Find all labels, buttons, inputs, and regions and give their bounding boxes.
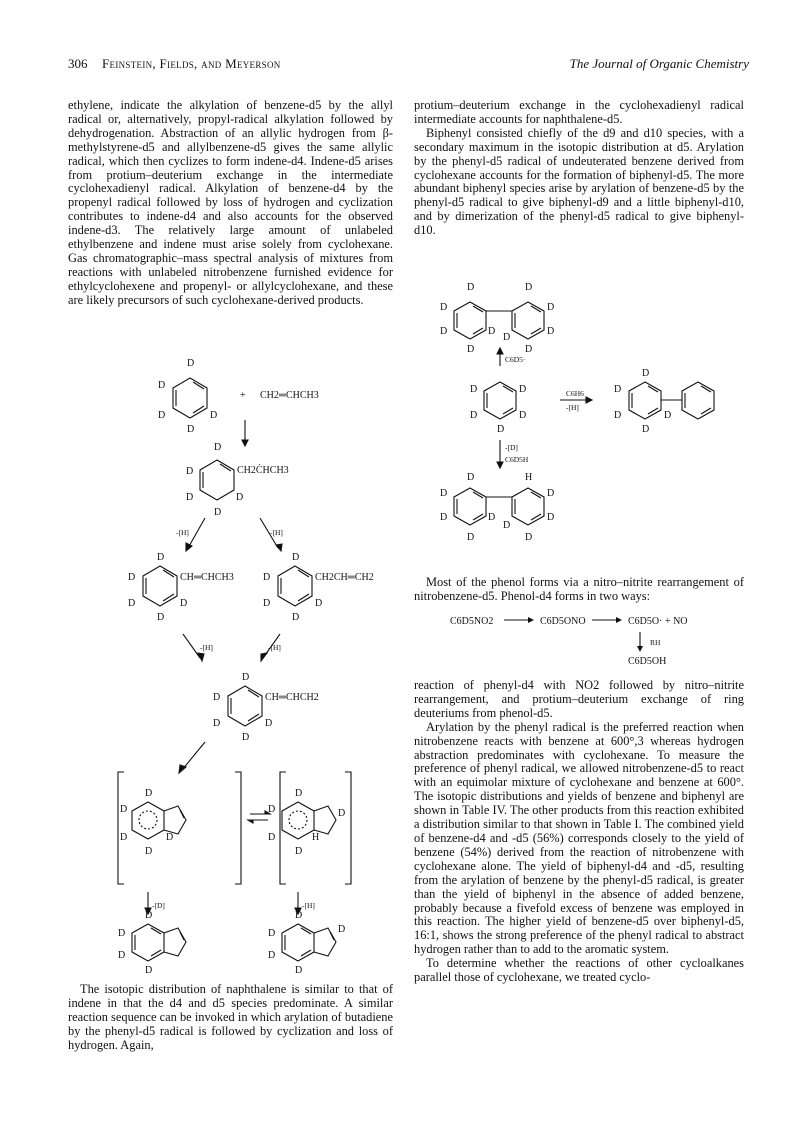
atom-label: D	[128, 572, 136, 583]
atom-label: D	[187, 358, 195, 369]
atom-label: D	[547, 512, 555, 523]
atom-label: D	[497, 424, 505, 435]
eq-radical: C6D5O· + NO	[628, 616, 688, 627]
eq-reagent: RH	[650, 638, 661, 647]
plus-sign: +	[240, 390, 246, 401]
atom-label: D	[338, 808, 346, 819]
atom-label: D	[186, 466, 194, 477]
atom-label: D	[467, 472, 475, 483]
atom-label: D	[145, 788, 153, 799]
atom-label: H	[312, 832, 320, 843]
journal-name: The Journal of Organic Chemistry	[569, 56, 749, 71]
atom-label: D	[120, 832, 128, 843]
paragraph: To determine whether the reactions of other cycloalkanes parallel those of cyclohexane, we treated cyclo-	[414, 956, 744, 985]
atom-label: D	[470, 384, 478, 395]
atom-label: D	[292, 612, 300, 623]
atom-label: D	[242, 672, 250, 683]
atom-label: D	[525, 282, 533, 293]
atom-label: D	[525, 344, 533, 355]
atom-label: D	[467, 282, 475, 293]
reagent-label: -[H]	[270, 528, 283, 537]
atom-label: D	[180, 598, 188, 609]
atom-label: D	[265, 718, 273, 729]
paragraph: reaction of phenyl-d4 with NO2 followed by nitro–nitrite rearrangement, and protium–deuterium exchange of ring deuteriums from phenol-d5.	[414, 678, 744, 720]
paragraph: The isotopic distribution of naphthalene is similar to that of indene in that the d4 and d5 species predominate. A similar reaction sequence can be invoked in which arylation of butadiene by the phenyl-d5 radical is followed by cyclization and loss of hydrogen. Again,	[68, 982, 393, 1052]
atom-label: D	[440, 326, 448, 337]
reagent-label: C6D5·	[505, 355, 526, 364]
reagent-label: -[H]	[268, 643, 281, 652]
right-column-text-mid	[414, 576, 744, 604]
atom-label: D	[187, 424, 195, 435]
atom-label: D	[488, 326, 496, 337]
running-header	[68, 56, 749, 76]
atom-label: D	[547, 302, 555, 313]
atom-label: D	[642, 368, 650, 379]
atom-label: D	[145, 846, 153, 857]
substituent: CH═CHCH2	[265, 692, 319, 703]
substituent: CH2CH═CH2	[315, 572, 374, 583]
atom-label: D	[614, 384, 622, 395]
atom-label: D	[166, 832, 174, 843]
atom-label: D	[295, 846, 303, 857]
atom-label: D	[292, 552, 300, 563]
reagent-label: C6H6	[566, 389, 584, 398]
atom-label: D	[503, 332, 511, 343]
right-column-text-bottom	[414, 679, 744, 985]
atom-label: D	[263, 572, 271, 583]
eq-intermediate: C6D5ONO	[540, 616, 586, 627]
reagent-propylene: CH2═CHCH3	[260, 390, 319, 401]
atom-label: D	[214, 442, 222, 453]
substituent: CH═CHCH3	[180, 572, 234, 583]
atom-label: D	[295, 910, 303, 921]
atom-label: D	[186, 492, 194, 503]
atom-label: D	[467, 344, 475, 355]
atom-label: D	[213, 692, 221, 703]
reagent-label: -[D]	[505, 443, 518, 452]
atom-label: D	[158, 410, 166, 421]
atom-label: D	[488, 512, 496, 523]
reagent-label: C6D5H	[505, 455, 529, 464]
atom-label: D	[315, 598, 323, 609]
atom-label: D	[118, 950, 126, 961]
eq-reactant: C6D5NO2	[450, 616, 494, 627]
reagent-label: -[H]	[200, 643, 213, 652]
atom-label: D	[120, 804, 128, 815]
atom-label: D	[614, 410, 622, 421]
atom-label: D	[210, 410, 218, 421]
atom-label: D	[157, 552, 165, 563]
reaction-scheme-biphenyl	[430, 270, 730, 570]
reaction-scheme-indene	[100, 352, 400, 976]
atom-label: D	[470, 410, 478, 421]
atom-label: D	[214, 507, 222, 518]
atom-label: D	[547, 326, 555, 337]
atom-label: D	[263, 598, 271, 609]
atom-label: D	[236, 492, 244, 503]
atom-label: D	[664, 410, 672, 421]
atom-label: D	[295, 788, 303, 799]
atom-label: D	[338, 924, 346, 935]
reagent-label: -[H]	[176, 528, 189, 537]
atom-label: D	[547, 488, 555, 499]
atom-label: D	[519, 384, 527, 395]
atom-label: D	[519, 410, 527, 421]
header-authors: Feinstein, Fields, and Meyerson	[102, 56, 281, 71]
paragraph: Biphenyl consisted chiefly of the d9 and d10 species, with a secondary maximum in the isotopic distribution at d5. Arylation by the phenyl-d5 radical of undeuterated benzene derived from cyclohexane accounts for the formation of biphenyl-d5. The more abundant biphenyl species arise by arylation of benzene-d5 by the phenyl-d5 radical to give biphenyl-d9 and a little biphenyl-d10, and by dimerization of the phenyl-d5 radical to give biphenyl-d10.	[414, 125, 744, 238]
reagent-label: -[H]	[302, 901, 315, 910]
atom-label: D	[268, 950, 276, 961]
atom-label: D	[268, 804, 276, 815]
reagent-label: -[H]	[566, 403, 579, 412]
page-number: 306	[68, 56, 88, 71]
eq-product: C6D5OH	[628, 656, 667, 667]
atom-label: D	[145, 965, 153, 976]
atom-label: D	[145, 910, 153, 921]
atom-label: D	[242, 732, 250, 743]
reagent-label: -[D]	[152, 901, 165, 910]
atom-label: D	[213, 718, 221, 729]
atom-label: D	[467, 532, 475, 543]
paragraph: protium–deuterium exchange in the cyclohexadienyl radical intermediate accounts for naphthalene-d5.	[414, 98, 744, 126]
phenol-equation	[440, 608, 740, 670]
atom-label: D	[268, 928, 276, 939]
left-column-text-bottom	[68, 983, 393, 1053]
atom-label: D	[158, 380, 166, 391]
atom-label: D	[440, 302, 448, 313]
atom-label: D	[525, 532, 533, 543]
atom-label: D	[128, 598, 136, 609]
right-column-text-top	[414, 99, 744, 238]
atom-label: D	[440, 488, 448, 499]
paragraph: Arylation by the phenyl radical is the preferred reaction when nitrobenzene reacts with benzene at 600°,3 whereas hydrogen abstraction predominates with cyclohexane. To measure the preference of phenyl radical, we allowed nitrobenzene-d5 to react with an equimolar mixture of cyclohexane and benzene at 600°. The isotopic distributions and yields of benzene and biphenyl are shown in Table IV. The other products from this reaction exhibited a distribution similar to that shown in Table I. The combined yield of benzene-d4 and -d5 (56%) corresponds closely to the yield of benzene (54%) derived from the reaction of nitrobenzene with cyclohexane alone. The yield of biphenyl-d4 and -d5, resulting from the arylation of benzene by the phenyl-d5 radical, is greater than the yield of biphenyl in the absence of added benzene, probably because a fivefold excess of benzene was employed in this reaction. The higher yield of benzene-d5 over biphenyl-d5, 16:1, shows the strong preference of the phenyl radical to abstract hydrogen rather than to add to the aromatic system.	[414, 719, 744, 957]
atom-label: D	[295, 965, 303, 976]
atom-label: D	[503, 520, 511, 531]
atom-label: D	[268, 832, 276, 843]
atom-label: H	[525, 472, 533, 483]
atom-label: D	[118, 928, 126, 939]
atom-label: D	[440, 512, 448, 523]
atom-label: D	[642, 424, 650, 435]
substituent: CH2ĊHCH3	[237, 465, 289, 476]
paragraph: ethylene, indicate the alkylation of benzene-d5 by the allyl radical or, alternatively, propyl-radical alkylation followed by dehydrogenation. Abstraction of an allylic hydrogen from β-methylstyrene-d5 and allylbenzene-d5 gives the same allylic radical, which then cyclizes to form indene-d4. Indene-d5 arises from protium–deuterium exchange in the intermediate cyclohexadienyl radical. Alkylation of benzene-d4 by the propenyl radical followed by loss of hydrogen and cyclization contributes to indene-d4 and also accounts for the observed indene-d3. The relatively large amount of unlabeled ethylbenzene and indene must arise solely from cyclohexane. Gas chromatographic–mass spectral analysis of mixtures from reactions with unlabeled nitrobenzene furnished evidence for ethylcyclohexene and propenyl- or allylcyclohexane, and these are likely precursors of such cyclohexane-derived products.	[68, 98, 393, 307]
paragraph: Most of the phenol forms via a nitro–nitrite rearrangement of nitrobenzene-d5. Phenol-d4 forms in two ways:	[414, 575, 744, 603]
atom-label: D	[157, 612, 165, 623]
left-column-text-top	[68, 99, 393, 308]
